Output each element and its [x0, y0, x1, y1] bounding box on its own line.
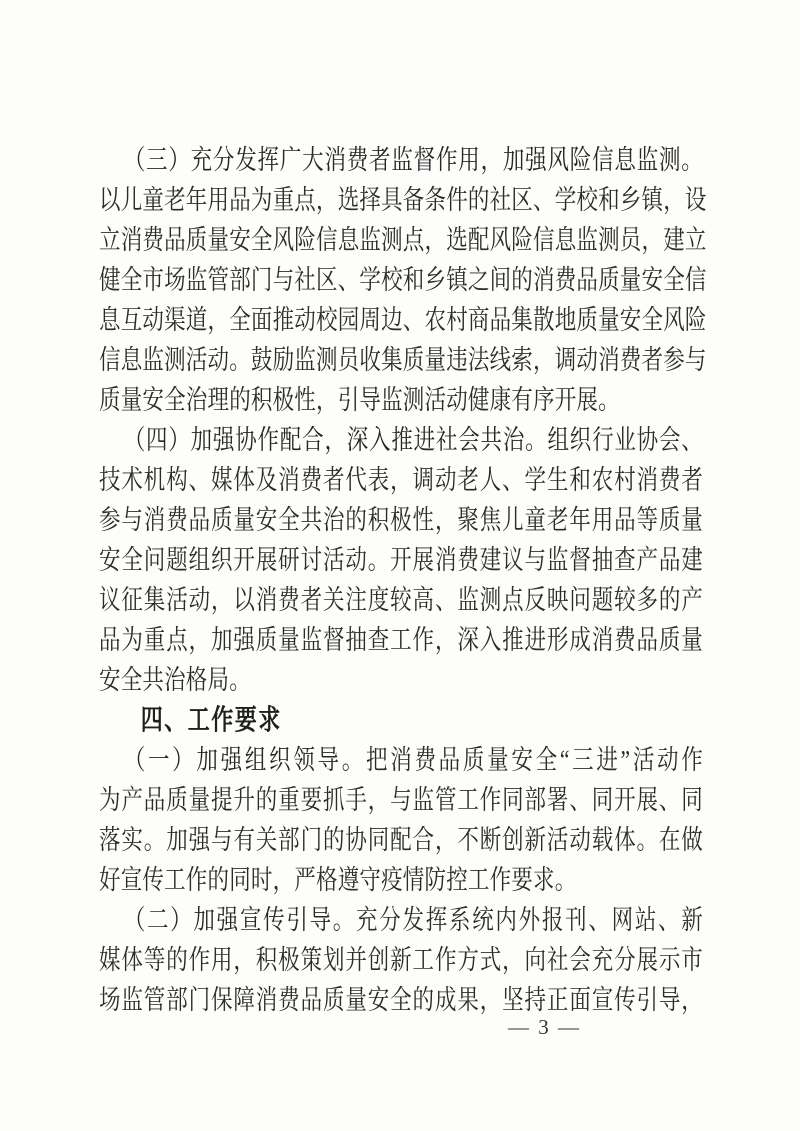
paragraph-lead-rest: 组织行业协会、: [547, 424, 703, 456]
text-line: 品为重点，加强质量监督抽查工作，深入推进形成消费品质量: [99, 624, 703, 656]
text-line: 技术机构、媒体及消费者代表，调动老人、学生和农村消费者: [99, 464, 703, 496]
paragraph-lead-rest: 把消费品质量安全“三进”活动作: [366, 744, 703, 776]
text-line: 质量安全治理的积极性，引导监测活动健康有序开展。: [99, 384, 620, 416]
page-number: — 3 —: [508, 1015, 581, 1039]
text-line: 信息监测活动。鼓励监测员收集质量违法线索，调动消费者参与: [99, 344, 707, 376]
text-line: 议征集活动，以消费者关注度较高、监测点反映问题较多的产: [99, 584, 703, 616]
paragraph-lead-rest: 充分发挥系统内外报刊、网站、新: [356, 904, 703, 936]
section-heading: 四、工作要求: [140, 703, 282, 736]
paragraph-lead: （三）充分发挥广大消费者监督作用，加强风险信息监测。: [123, 144, 703, 176]
text-line: 为产品质量提升的重要抓手，与监管工作同部署、同开展、同: [99, 784, 703, 816]
text-line: 媒体等的作用，积极策划并创新工作方式，向社会充分展示市: [99, 944, 703, 976]
text-line: 参与消费品质量安全共治的积极性，聚焦儿童老年用品等质量: [99, 504, 703, 536]
text-line: 落实。加强与有关部门的协同配合，不断创新活动载体。在做: [99, 824, 703, 856]
paragraph-lead: （二）加强宣传引导。: [123, 904, 357, 936]
paragraph-lead: （四）加强协作配合，深入推进社会共治。: [123, 424, 548, 456]
text-line: 安全问题组织开展研讨活动。开展消费建议与监督抽查产品建: [99, 544, 703, 576]
text-line: 安全共治格局。: [99, 664, 251, 696]
text-line: 以儿童老年用品为重点，选择具备条件的社区、学校和乡镇，设: [99, 184, 707, 216]
text-line: 立消费品质量安全风险信息监测点，选配风险信息监测员，建立: [99, 224, 707, 256]
text-line: 健全市场监管部门与社区、学校和乡镇之间的消费品质量安全信: [99, 264, 707, 296]
text-line: 息互动渠道，全面推动校园周边、农村商品集散地质量安全风险: [99, 304, 707, 336]
text-line: 好宣传工作的同时，严格遵守疫情防控工作要求。: [99, 864, 577, 896]
text-line: 场监管部门保障消费品质量安全的成果，坚持正面宣传引导，: [99, 984, 703, 1016]
paragraph-lead: （一）加强组织领导。: [123, 744, 366, 776]
